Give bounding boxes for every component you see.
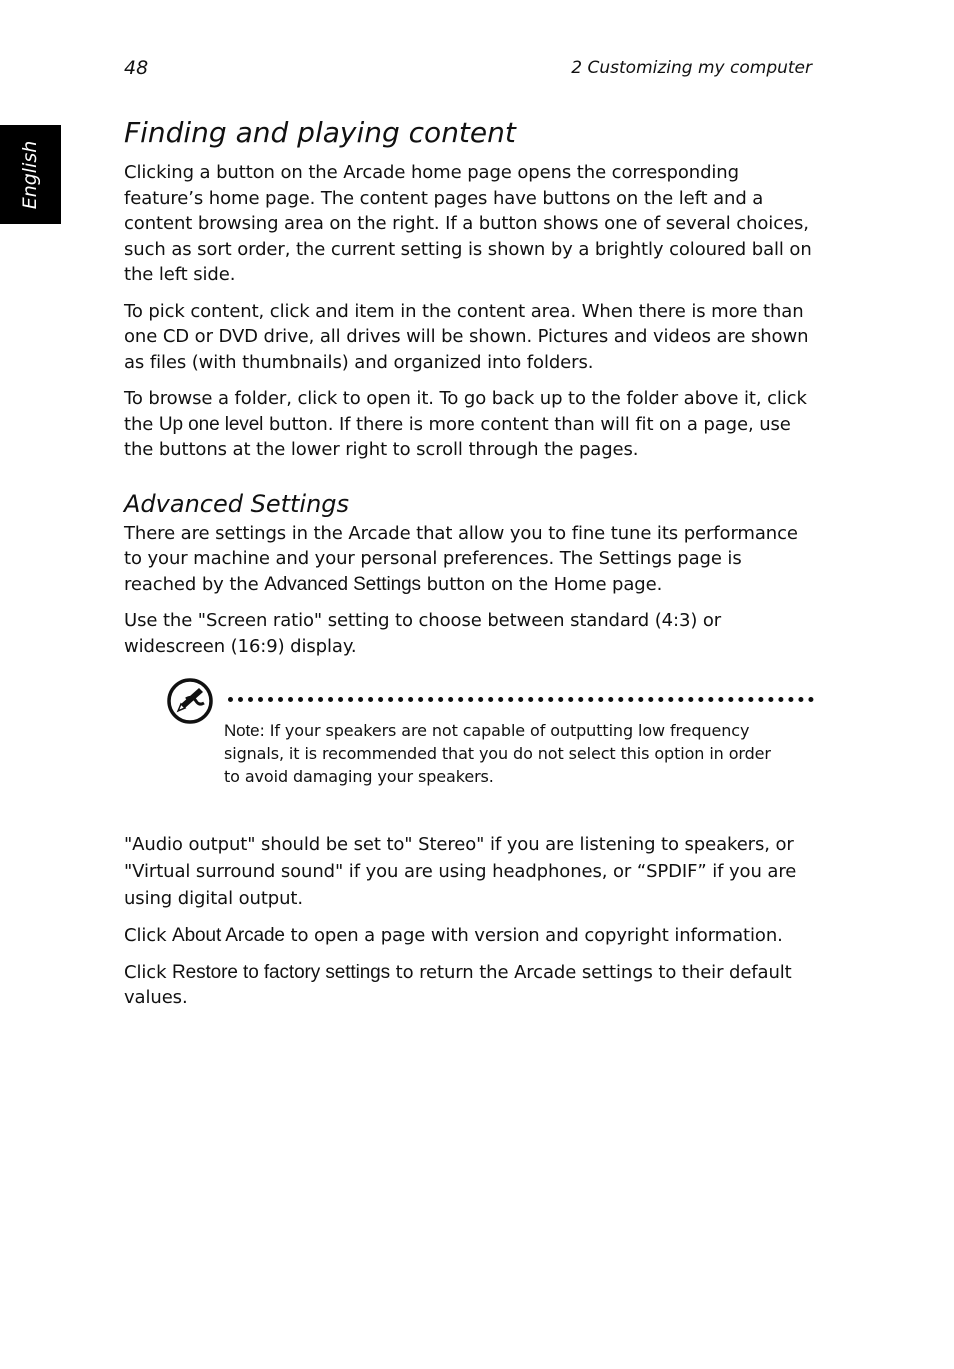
note-text — [224, 719, 784, 788]
ui-term-advanced-settings: Advanced Settings — [264, 573, 421, 595]
text: To browse a folder, click to open it. To go back up to the folder above it, click the — [124, 388, 807, 435]
language-side-tab — [0, 125, 61, 224]
text: Click — [124, 961, 173, 983]
note-box — [124, 677, 814, 825]
paragraph: To pick content, click and item in the content area. When there is more than one CD or DVD drive, all drives will be shown. Pictures and videos are shown as files (with thumbnails) and organized into folders. — [124, 300, 809, 373]
pen-note-icon — [166, 677, 214, 725]
text: button on the Home page. — [420, 573, 663, 595]
paragraph: Use the "Screen ratio" setting to choose between standard (4:3) or widescreen (16:9) display. — [124, 610, 722, 657]
ui-term-up-one-level: Up one level — [158, 413, 264, 435]
section-heading-finding-content: Finding and playing content — [124, 116, 516, 149]
text: : If your speakers are not capable of outputting low frequency signals, it is recommended that you do not select this option in order to avoid damaging your speakers. — [224, 721, 771, 786]
note-label: Note — [224, 721, 260, 740]
page-number: 48 — [124, 57, 149, 79]
paragraph — [124, 960, 814, 1011]
paragraph — [124, 923, 814, 949]
page-content — [124, 112, 814, 1022]
chapter-title: 2 Customizing my computer — [571, 58, 812, 78]
paragraph: "Audio output" should be set to" Stereo" if you are listening to speakers, or "Virtual surround sound" if you are using headphones, or “SPDIF” if you are using digital output. — [124, 834, 797, 909]
paragraph — [124, 386, 814, 463]
ui-term-restore-factory-settings: Restore to factory settings — [172, 961, 391, 983]
language-label: English — [19, 140, 41, 210]
ui-term-about-arcade: About Arcade — [172, 925, 285, 946]
text: There are settings in the Arcade that allow you to fine tune its performance to your machine and your personal preferences. The Settings page is reached by the — [124, 522, 798, 595]
text: to return the Arcade settings to their default values. — [124, 961, 792, 1008]
paragraph: Clicking a button on the Arcade home page opens the corresponding feature’s home page. The content pages have buttons on the left and a content browsing area on the right. If a button shows one of several choices, such as sort order, the current setting is shown by a brightly coloured ball on the left side. — [124, 162, 812, 285]
note-divider — [228, 697, 814, 702]
text: Click — [124, 925, 173, 946]
section-heading-advanced-settings: Advanced Settings — [124, 489, 350, 518]
text: button. If there is more content than will fit on a page, use the buttons at the lower right to scroll through the pages. — [124, 413, 791, 460]
text: to open a page with version and copyright information. — [284, 925, 783, 946]
paragraph — [124, 521, 814, 598]
